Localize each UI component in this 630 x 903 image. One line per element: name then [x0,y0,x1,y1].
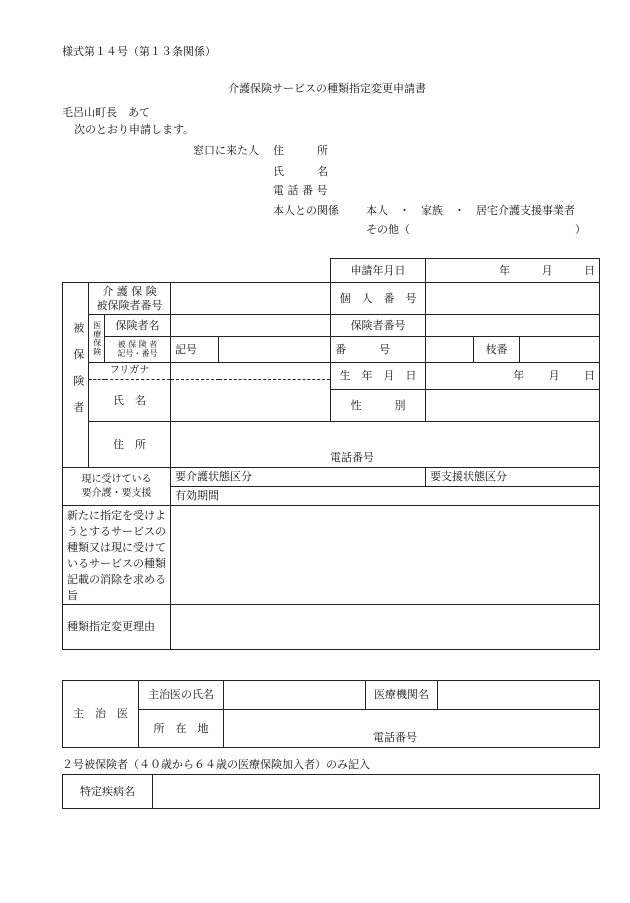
valid-period-label: 有効期間 [171,487,600,506]
location-label: 所 在 地 [139,710,224,748]
main-table: 申請年月日 年 月 日 被保険者 介 護 保 険 被保険者番号 個 人 番 号 医療保険 保険者名 保険者番号 被 保 険 者 記号・番号 記号 番 号 枝番 フリガナ 生 年 月 日 年 月 日 氏 名 性 別 住 所 電話番号 現に受けている 要介護・要支援 要介護状態区分 要支援状態区分 有効期間 新たに指定を受けようとするサービスの種類又は現に受けているサービスの種類記載の消除を求める旨 種類指定変更理由 [62,258,600,650]
institution-label: 医療機関名 [366,681,438,710]
location-field[interactable] [224,710,600,748]
medical-insurance-label: 医療保険 [89,315,105,363]
address-field[interactable] [171,422,600,468]
insurer-name-field[interactable] [171,315,331,337]
doctor-table [62,680,600,748]
applicant-heading: 窓口に来た人 [193,144,259,157]
insurer-number-field[interactable] [426,315,600,337]
insured-number-label: 介 護 保 険 被保険者番号 [89,283,171,315]
applicant-address-label: 住 所 [273,144,328,157]
doctor-section-label: 主 治 医 [63,681,139,748]
bangou-field[interactable] [426,337,474,363]
change-reason-field[interactable] [171,604,600,649]
current-care-label: 現に受けている 要介護・要支援 [63,468,171,506]
bangou-label: 番 号 [331,337,426,363]
personal-number-field[interactable] [426,283,600,315]
furigana-label: フリガナ [89,363,171,380]
applicant-name-label: 氏 名 [273,165,328,178]
care-level-label: 要介護状態区分 [171,468,426,487]
applicant-phone-label: 電 話 番 号 [273,184,328,197]
name-field[interactable] [171,380,331,422]
change-reason-label: 種類指定変更理由 [63,604,171,649]
form-title: 介護保険サービスの種類指定変更申請書 [228,82,426,95]
new-service-label: 新たに指定を受けようとするサービスの種類又は現に受けているサービスの種類記載の消除を求める旨 [63,506,171,605]
support-level-label: 要支援状態区分 [426,468,600,487]
address-phone-label: 電話番号 [330,450,374,464]
disease-table [62,774,600,809]
doctor-name-label: 主治医の氏名 [139,681,224,710]
insured-section-label: 被保険者 [63,283,89,468]
name-label: 氏 名 [89,380,171,422]
second-insured-note: ２号被保険者（４０歳から６４歳の医療保険加入者）のみ記入 [62,758,370,771]
edaban-field[interactable] [520,337,600,363]
specific-disease-label: 特定疾病名 [63,775,153,809]
applicant-other: その他（ ） [366,223,586,236]
kigou-label: 記号 [171,337,219,363]
furigana-field[interactable] [171,363,331,380]
applicant-relation-options: 本人 ・ 家族 ・ 居宅介護支援事業者 [366,204,575,217]
intro-text: 次のとおり申請します。 [74,123,195,136]
kigou-field[interactable] [219,337,331,363]
form-number: 様式第１４号（第１３条関係） [62,45,216,58]
edaban-label: 枝番 [474,337,520,363]
specific-disease-field[interactable] [153,775,600,809]
addressee: 毛呂山町長 あて [62,106,150,119]
application-date-label: 申請年月日 [331,259,426,283]
doctor-name-field[interactable] [224,681,366,710]
insurer-name-label: 保険者名 [105,315,171,337]
insured-code-label: 被 保 険 者 記号・番号 [105,337,171,363]
insurer-number-label: 保険者番号 [331,315,426,337]
insured-number-field[interactable] [171,283,331,315]
personal-number-label: 個 人 番 号 [331,283,426,315]
sex-field[interactable] [426,390,600,422]
address-label: 住 所 [89,422,171,468]
new-service-field[interactable] [171,506,600,605]
birth-date-label: 生 年 月 日 [331,363,426,390]
institution-field[interactable] [438,681,600,710]
applicant-relation-label: 本人との関係 [273,204,339,217]
location-phone-label: 電話番号 [373,730,417,744]
sex-label: 性 別 [331,390,426,422]
